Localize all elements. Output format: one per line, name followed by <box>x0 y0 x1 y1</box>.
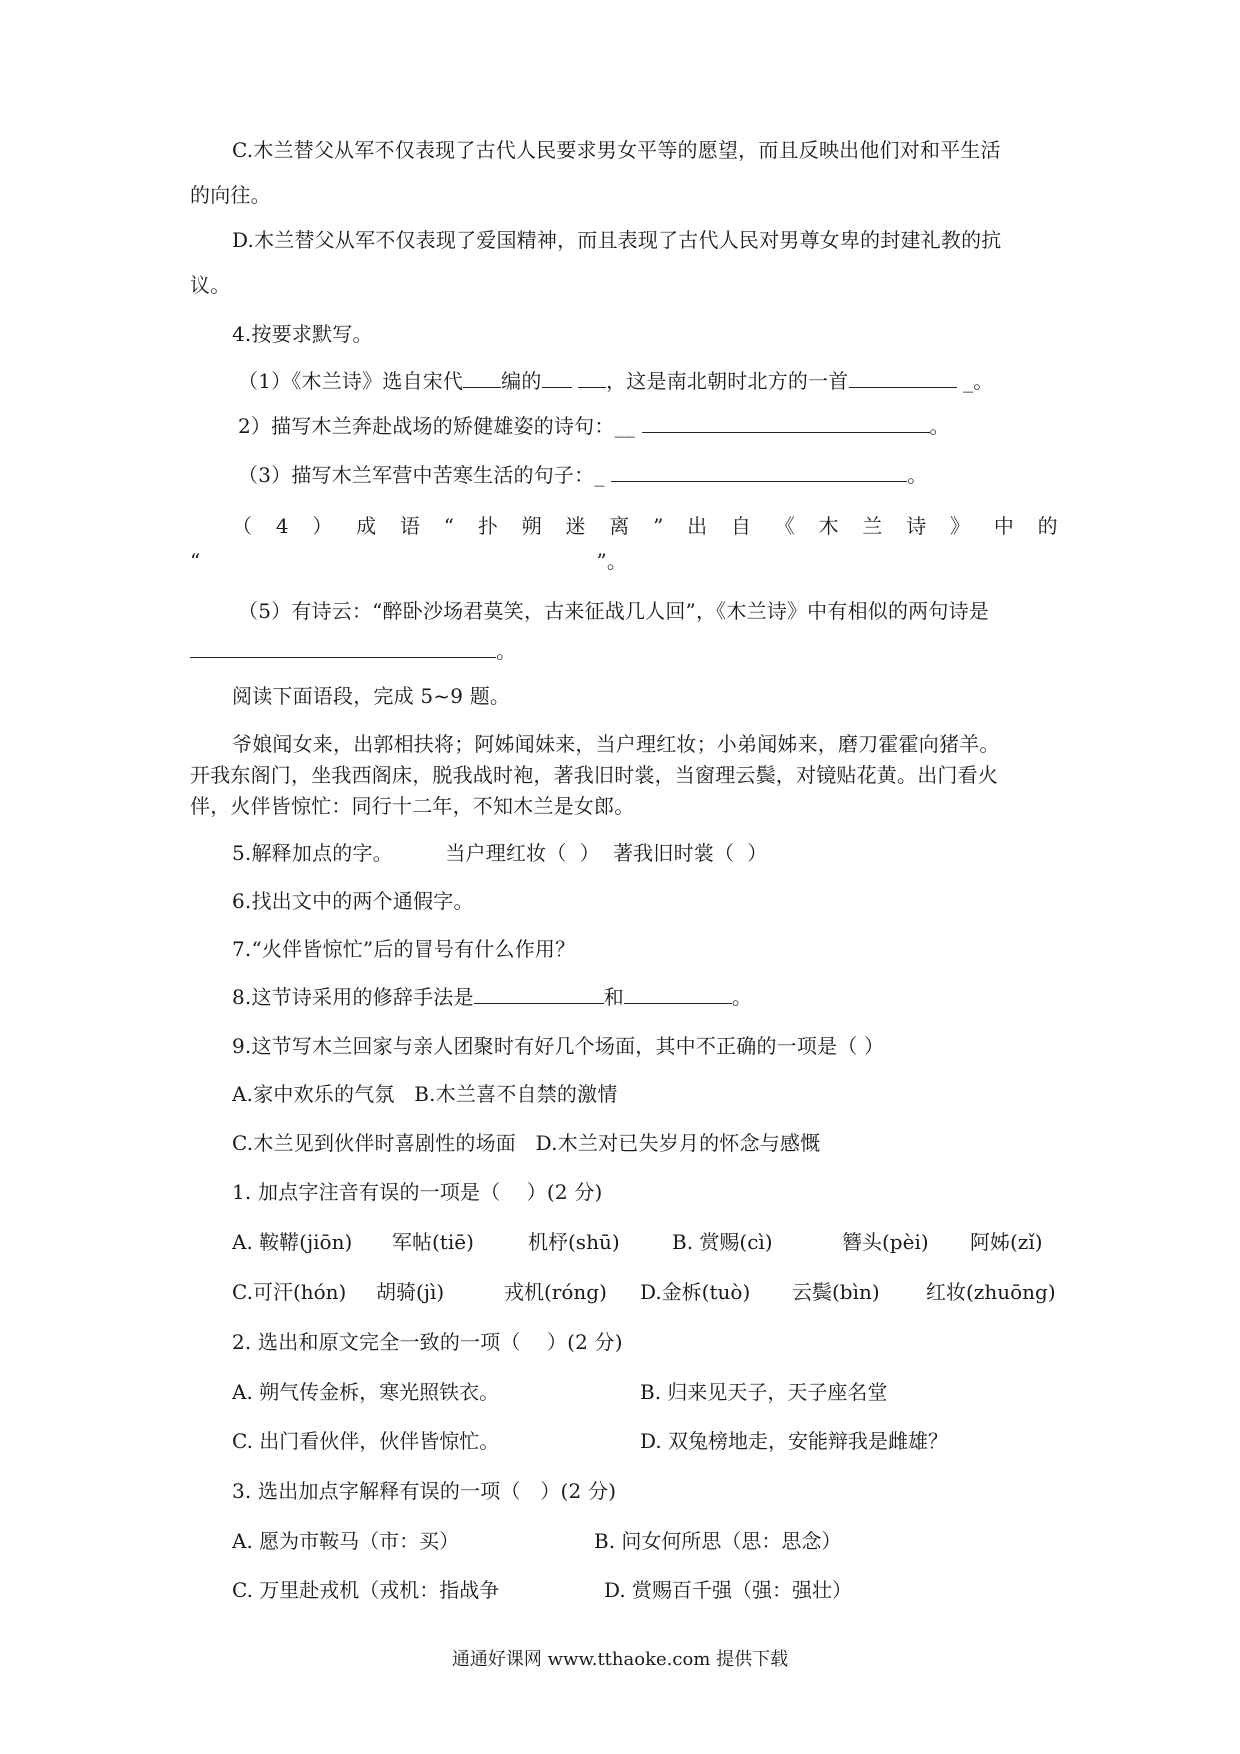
fill-blank <box>463 367 501 388</box>
q4-item-1-text-c: ，这是南北朝时北方的一首 <box>606 369 849 393</box>
fill-blank <box>474 983 604 1004</box>
q4-item-4-char: 中 <box>993 514 1015 538</box>
q4-item-4-line1 <box>232 512 1058 540</box>
option-d: D. 双兔榜地走，安能辩我是雌雄？ <box>640 1429 949 1453</box>
option: 簪头(pèi) <box>842 1230 929 1254</box>
q3-option-d-line1: D.木兰替父从军不仅表现了爱国精神，而且表现了古代人民对男尊女卑的封建礼教的抗 <box>232 228 1002 252</box>
q4-item-4-char: 《 <box>774 514 795 538</box>
q4-item-4-char: 诗 <box>906 514 927 538</box>
option: 阿姊(zǐ) <box>970 1230 1043 1254</box>
part2-question-1: 1. 加点字注音有误的一项是（ ）(2 分) <box>232 1180 603 1204</box>
q4-item-2-end: 。 <box>929 414 950 438</box>
q3-option-c-line1: C.木兰替父从军不仅表现了古代人民要求男女平等的愿望，而且反映出他们对和平生活 <box>232 138 1001 162</box>
option-c: C. 万里赴戎机（戎机：指战争 <box>232 1578 500 1602</box>
q4-item-4-char: 迷 <box>565 514 586 538</box>
q4-item-5-line2 <box>190 637 516 665</box>
option: C.可汗(hón) <box>232 1280 347 1304</box>
passage-line-1: 爷娘闻女来，出郭相扶将；阿姊闻妹来，当户理红妆；小弟闻姊来，磨刀霍霍向猪羊。 <box>232 732 1000 756</box>
question-9-options-ab: A.家中欢乐的气氛 B.木兰喜不自禁的激情 <box>232 1082 618 1106</box>
option: B. 赏赐(cì) <box>672 1230 773 1254</box>
q4-item-4-char: 的 <box>1037 514 1058 538</box>
question-8-text: 8.这节诗采用的修辞手法是 <box>232 985 474 1009</box>
q3-option-c-line2: 的向往。 <box>190 183 271 207</box>
q4-item-4-char: ” <box>653 514 664 538</box>
part2-question-3: 3. 选出加点字解释有误的一项（ ）(2 分) <box>232 1479 617 1503</box>
question-9: 9.这节写木兰回家与亲人团聚时有好几个场面，其中不正确的一项是（ ） <box>232 1034 885 1058</box>
page-footer: 通通好课网 www.tthaoke.com 提供下载 <box>451 1649 789 1670</box>
q4-item-4-open-quote: “ <box>190 549 201 573</box>
option-b: B. 归来见天子，天子座名堂 <box>640 1380 888 1404</box>
q4-item-2-text: 2）描写木兰奔赴战场的矫健雄姿的诗句：__ <box>238 414 635 438</box>
reading-intro: 阅读下面语段，完成 5~9 题。 <box>232 684 511 708</box>
q4-item-4-char: 自 <box>730 514 752 538</box>
question-5: 5.解释加点的字。 当户理红妆（ ） 著我旧时裳（ ） <box>232 841 768 865</box>
q4-item-5-end: 。 <box>496 639 517 663</box>
q4-item-4-char: 4 <box>275 514 289 538</box>
fill-blank <box>542 367 572 388</box>
q4-item-2 <box>238 412 950 440</box>
option-a: A. 愿为市鞍马（市：买） <box>232 1529 460 1553</box>
q4-item-4-char: 出 <box>687 514 708 538</box>
question-8 <box>232 983 752 1011</box>
passage-line-2: 开我东阁门，坐我西阁床，脱我战时袍，著我旧时裳，当窗理云鬓，对镜贴花黄。出门看火 <box>190 763 998 787</box>
q4-item-4-char: 兰 <box>862 514 883 538</box>
q4-item-4-char: 成 <box>356 514 377 538</box>
q4-item-3 <box>238 461 927 489</box>
option-d: D. 赏赐百千强（强：强壮） <box>604 1578 853 1602</box>
option: 红妆(zhuōng) <box>926 1280 1056 1304</box>
fill-blank <box>611 461 907 482</box>
option-b: B. 问女何所思（思：思念） <box>594 1529 842 1553</box>
fill-blank <box>849 367 957 388</box>
fill-blank <box>642 412 930 433</box>
q4-item-1 <box>238 367 993 395</box>
q4-item-4-close-quote: ”。 <box>596 549 628 573</box>
q4-item-4-char: “ <box>443 514 455 538</box>
q4-item-4-char: 木 <box>818 514 839 538</box>
question-8-and: 和 <box>603 985 624 1009</box>
q4-title: 4.按要求默写。 <box>232 322 373 346</box>
option-a: A. 朔气传金柝，寒光照铁衣。 <box>232 1380 500 1404</box>
q4-item-5-line1: （5）有诗云：“醉卧沙场君莫笑，古来征战几人回”，《木兰诗》中有相似的两句诗是 <box>238 599 989 623</box>
option-c: C. 出门看伙伴，伙伴皆惊忙。 <box>232 1429 500 1453</box>
q4-item-4-char: ） <box>312 514 333 538</box>
passage-line-3: 伴，火伴皆惊忙：同行十二年，不知木兰是女郎。 <box>190 794 635 818</box>
part2-question-2: 2. 选出和原文完全一致的一项（ ）(2 分) <box>232 1330 623 1354</box>
question-9-options-cd: C.木兰见到伙伴时喜剧性的场面 D.木兰对已失岁月的怀念与感慨 <box>232 1131 821 1155</box>
option: 戎机(róng) <box>504 1280 607 1304</box>
q4-item-3-text: （3）描写木兰军营中苦寒生活的句子：_ <box>238 463 605 487</box>
q4-item-1-text-b: 编的 <box>501 369 542 393</box>
option: A. 鞍鞯(jiōn) <box>232 1230 353 1254</box>
option: 胡骑(jì) <box>376 1280 445 1304</box>
fill-blank <box>190 637 496 658</box>
q4-item-4-char: 》 <box>950 514 971 538</box>
q4-item-3-end: 。 <box>907 463 928 487</box>
q4-item-1-text-d: _。 <box>963 369 994 393</box>
question-7: 7.“火伴皆惊忙”后的冒号有什么作用？ <box>232 937 576 961</box>
fill-blank <box>578 367 606 388</box>
q4-item-1-text-a: （1）《木兰诗》选自宋代 <box>238 369 464 393</box>
option: 机杼(shū) <box>528 1230 620 1254</box>
option: D.金柝(tuò) <box>640 1280 751 1304</box>
q4-item-4-char: 扑 <box>477 514 499 538</box>
q3-option-d-line2: 议。 <box>190 273 231 297</box>
q4-item-4-char: 语 <box>399 514 421 538</box>
q4-item-4-line2 <box>190 547 627 575</box>
q4-item-4-char: （ <box>232 514 253 538</box>
option: 云鬓(bìn) <box>792 1280 880 1304</box>
question-6: 6.找出文中的两个通假字。 <box>232 889 474 913</box>
question-8-end: 。 <box>731 985 753 1009</box>
q4-item-4-char: 离 <box>609 514 630 538</box>
fill-blank <box>624 983 732 1004</box>
q4-item-4-char: 朔 <box>521 514 542 538</box>
option: 军帖(tiē) <box>392 1230 474 1254</box>
